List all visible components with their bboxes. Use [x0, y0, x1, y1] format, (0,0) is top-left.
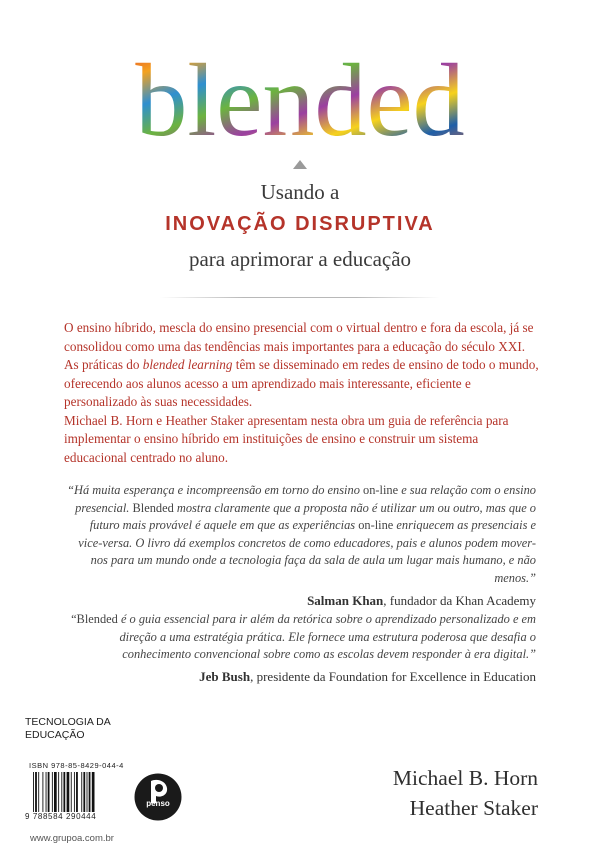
- barcode-bar: [35, 772, 37, 812]
- barcode-bar: [48, 772, 50, 812]
- barcode-bar: [89, 772, 91, 812]
- subtitle-line-3: para aprimorar a educação: [188, 247, 412, 271]
- author-name: Michael B. Horn: [392, 766, 538, 790]
- description-paragraph-2: Michael B. Horn e Heather Staker apresentam nesta obra um guia de referência para implementar o ensino híbrido em instituições de ensino e construir um sistema educacional centrado no aluno.: [64, 412, 509, 465]
- barcode-bar: [83, 772, 85, 812]
- subtitle-highlight: INOVAÇÃO DISRUPTIVA: [165, 213, 435, 235]
- barcode-bar: [52, 772, 53, 812]
- authors: [393, 763, 538, 823]
- isbn: ISBN 978-85-8429-044-4: [29, 761, 124, 770]
- barcode-bar: [71, 772, 72, 812]
- divider: [160, 297, 440, 298]
- quote-text: “Há muita esperança e incompreensão em torno do ensino on-line e sua relação com o ensino presencial. Blended mostra claramente que a proposta não é utilizar um ou outro, mas que o futuro mais provável é aquele em que as experiências on-line enriquecem as presenciais e vice-versa. O livro dá exemplos concretos de como educadores, pais e alunos podem mover-nos para um mundo onde a tecnologia faça da sala de aula um lugar mais humano, e não menos.”: [67, 483, 536, 585]
- barcode: [32, 772, 118, 812]
- barcode-number: 9 788584 290444: [25, 812, 97, 821]
- triangle-ornament-icon: [293, 160, 307, 169]
- barcode-bar: [42, 772, 43, 812]
- barcode-bar: [58, 772, 59, 812]
- barcode-bar: [81, 772, 82, 812]
- quote-jeb-bush: [66, 611, 536, 685]
- barcode-bar: [67, 772, 70, 812]
- description-paragraph-1: O ensino híbrido, mescla do ensino presencial com o virtual dentro e fora da escola, já se consolidou como uma das tendências mais importantes para a educação do século XXI. As práticas do blended learning têm se disseminado em redes de ensino de todo o mundo, oferecendo aos alunos acesso a um aprendizado mais interessante, eficiente e personalizado às suas necessidades.: [64, 320, 539, 409]
- barcode-bar: [74, 772, 75, 812]
- publisher-logo-text: penso: [146, 799, 170, 808]
- barcode-bar: [63, 772, 65, 812]
- category-label: TECNOLOGIA DA EDUCAÇÃO: [25, 716, 111, 741]
- book-title-text: blended: [135, 43, 465, 158]
- barcode-bar: [87, 772, 88, 812]
- quote-attribution: Jeb Bush, presidente da Foundation for Excellence in Education: [199, 668, 536, 684]
- barcode-bar: [54, 772, 57, 812]
- barcode-bar: [92, 772, 95, 812]
- book-title: [115, 40, 485, 165]
- quote-attribution: Salman Khan, fundador da Khan Academy: [307, 592, 536, 608]
- barcode-bar: [33, 772, 34, 812]
- penso-logo-icon: [134, 773, 182, 821]
- barcode-bar: [61, 772, 62, 812]
- quote-salman-khan: [66, 482, 536, 609]
- subtitle-line-1: Usando a: [260, 180, 340, 204]
- publisher-website: www.grupoa.com.br: [30, 833, 114, 844]
- barcode-bar: [76, 772, 78, 812]
- barcode-bar: [38, 772, 39, 812]
- description: [64, 319, 542, 467]
- quote-text: “Blended é o guia essencial para ir além da retórica sobre o aprendizado personalizado e em direção a uma estratégia prática. Ele fornece uma estrutura poderosa que desafia o conhecimento convencional sobre como as escolas devem responder à era digital.”: [71, 612, 536, 662]
- author-name: Heather Staker: [409, 796, 538, 820]
- barcode-bar: [46, 772, 47, 812]
